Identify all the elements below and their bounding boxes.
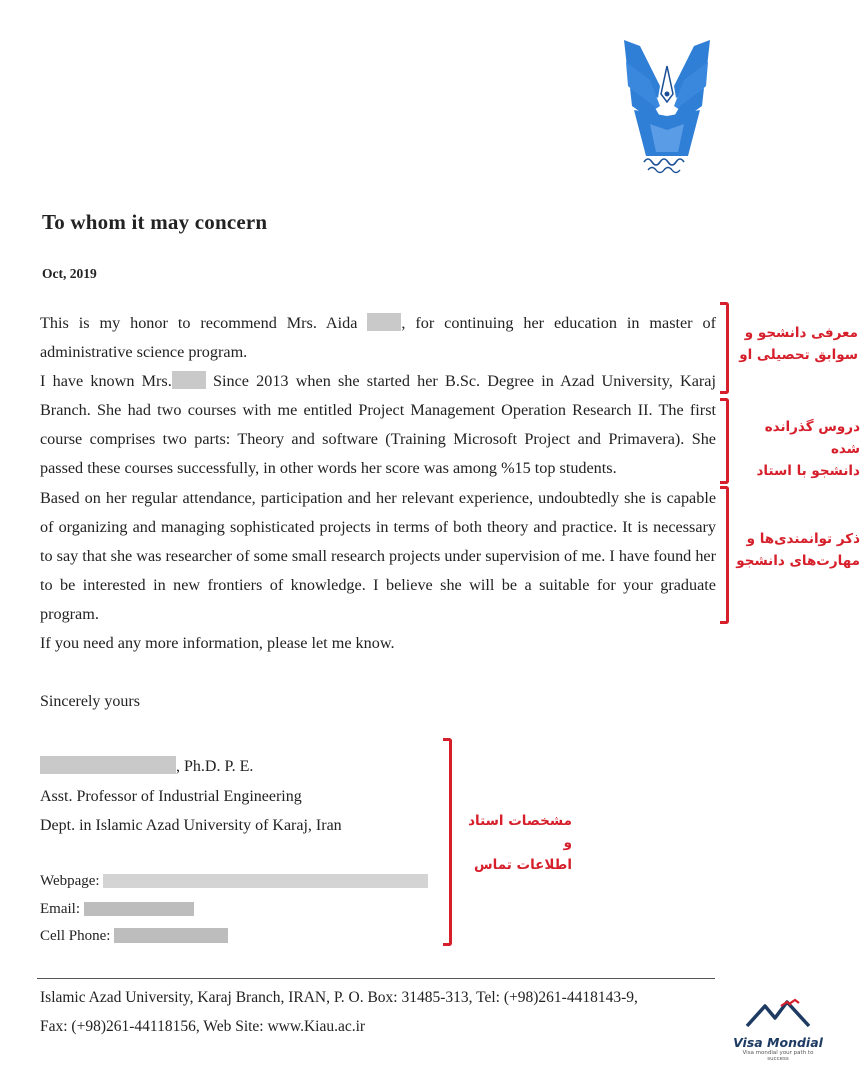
watermark-name: Visa Mondial xyxy=(733,1035,823,1050)
paragraph-courses: I have known Mrs. Since 2013 when she started her B.Sc. Degree in Azad University, Karaj Branch. She had two courses with me entitled Project Management Operation Research II. The first course comprises two parts: Theory and software (Training Microsoft Project and Primavera). She passed these courses successfully, in other words her score was among %15 top students. xyxy=(40,372,716,478)
signer-department: Dept. in Islamic Azad University of Karaj, Iran xyxy=(40,817,342,834)
redacted-email xyxy=(84,902,194,916)
footer-line-1: Islamic Azad University, Karaj Branch, IRAN, P. O. Box: 31485-313, Tel: (+98)261-4418143-9, xyxy=(40,989,638,1006)
annotation-intro: معرفی دانشجو و سوابق تحصیلی او xyxy=(739,325,858,363)
signer-degree: , Ph.D. P. E. xyxy=(176,758,254,775)
annotation-skills: ذکر توانمندی‌ها و مهارت‌های دانشجو xyxy=(736,531,860,569)
signer-title: Asst. Professor of Industrial Engineering xyxy=(40,787,302,805)
visa-mondial-watermark xyxy=(732,996,824,1066)
footer-line-2: Fax: (+98)261-44118156, Web Site: www.Kiau.ac.ir xyxy=(40,1018,366,1035)
phone-label: Cell Phone: xyxy=(40,928,111,944)
mountain-logo-icon xyxy=(743,996,813,1030)
university-logo xyxy=(620,36,714,176)
email-label: Email: xyxy=(40,900,80,917)
redacted-surname xyxy=(367,313,401,331)
webpage-label: Webpage: xyxy=(40,873,100,889)
letterhead-footer xyxy=(40,983,638,1041)
annotation-bracket-contact xyxy=(443,738,452,946)
annotation-bracket-intro xyxy=(720,302,729,394)
paragraph-introduction: This is my honor to recommend Mrs. Aida , for continuing her education in master of administrative science program. xyxy=(40,314,717,362)
redacted-surname xyxy=(172,371,206,389)
paragraph-contact-request: If you need any more information, please let me know. xyxy=(40,634,395,653)
watermark-tagline: Visa mondial your path to success xyxy=(742,1050,814,1062)
annotation-courses: دروس گذرانده شده دانشجو با استاد xyxy=(756,419,860,479)
closing: Sincerely yours xyxy=(40,693,140,710)
annotation-bracket-skills xyxy=(720,486,729,624)
signature-block xyxy=(40,752,342,841)
annotation-contact: مشخصات استاد و اطلاعات تماس xyxy=(468,813,572,873)
contact-info xyxy=(40,868,428,951)
footer-divider xyxy=(37,978,715,979)
letter-body xyxy=(40,309,716,658)
redacted-phone xyxy=(114,928,228,943)
annotation-bracket-courses xyxy=(720,398,729,484)
redacted-webpage xyxy=(103,874,428,888)
letter-title: To whom it may concern xyxy=(42,210,268,234)
redacted-name xyxy=(40,756,176,774)
letter-date: Oct, 2019 xyxy=(42,266,97,281)
paragraph-skills: Based on her regular attendance, participation and her relevant experience, undoubtedly she is capable of organizing and managing sophisticated projects in terms of both theory and practice. It is necessary to say that she was researcher of some small research projects under supervision of me. I have found her to be interested in new frontiers of knowledge. I believe she will be a suitable for your graduate program. xyxy=(40,488,716,623)
